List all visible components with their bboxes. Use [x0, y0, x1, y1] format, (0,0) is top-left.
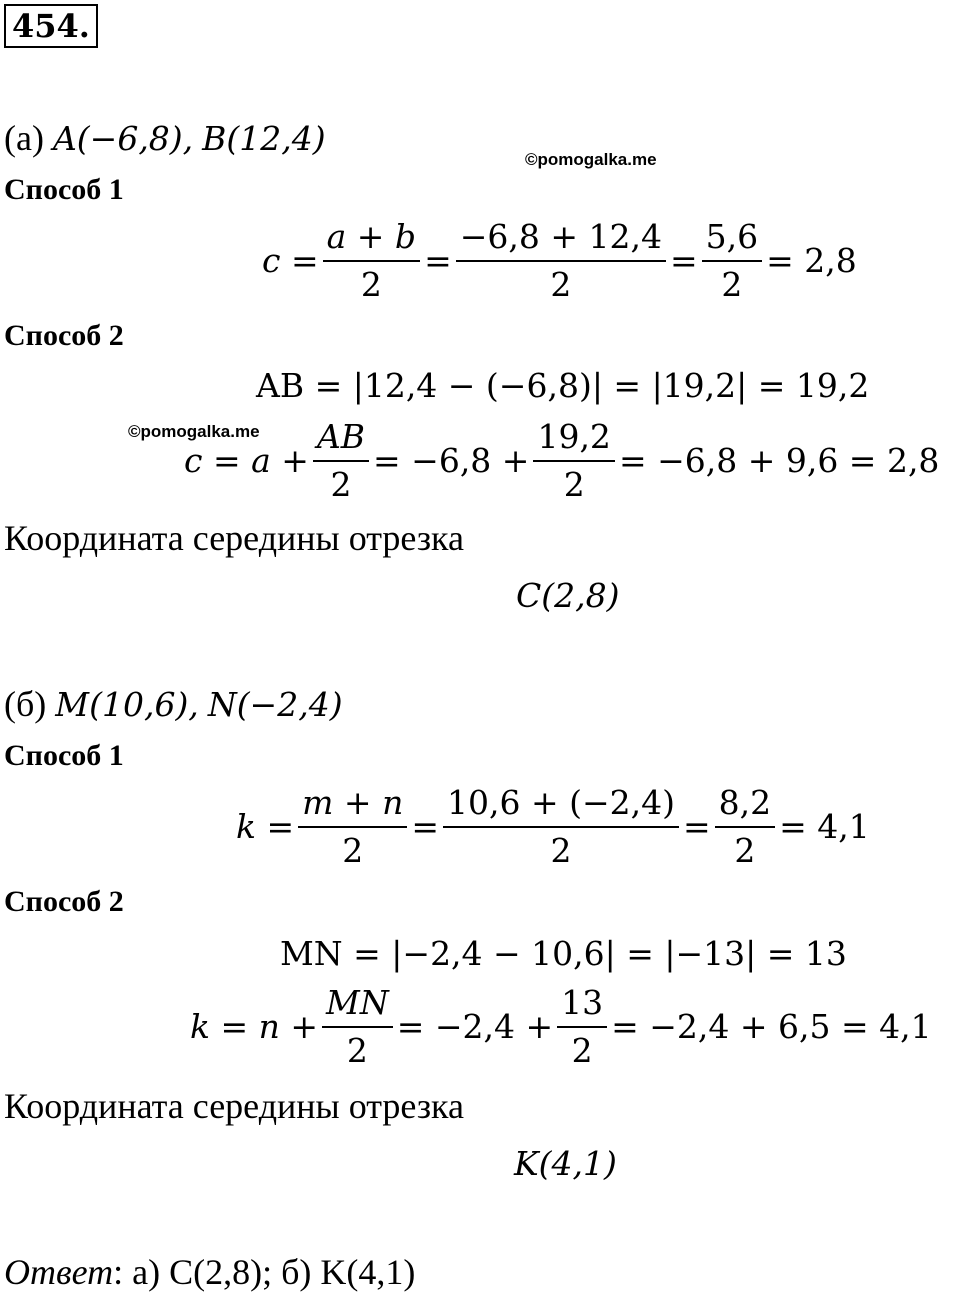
part-b-midpoint-text: Координата середины отрезка [4, 1086, 464, 1126]
fraction-denominator: 2 [330, 465, 352, 504]
part-b-label: (б) [4, 684, 47, 724]
equals-sign: = [411, 807, 439, 846]
fraction-denominator: 2 [346, 1031, 368, 1070]
watermark: ©pomogalka.me [525, 150, 657, 169]
part-a-midpoint-text: Координата середины отрезка [4, 518, 464, 558]
answer-line [4, 1252, 415, 1292]
answer-text: : а) C(2,8); б) K(4,1) [113, 1252, 416, 1292]
equals-sign: = [669, 241, 698, 280]
part-a-method2-formula [184, 418, 939, 504]
fraction-numerator: 13 [557, 984, 607, 1028]
part-a-distance-line: AB = |12,4 − (−6,8)| = |19,2| = 19,2 [256, 366, 870, 405]
formula-lhs: k = n + [190, 1007, 319, 1046]
fraction-denominator: 2 [571, 1031, 593, 1070]
part-b-method2-label: Способ 2 [4, 885, 124, 918]
fraction-numerator: m + n [298, 784, 407, 828]
fraction-numerator: AB [313, 418, 369, 462]
fraction-numerator: MN [322, 984, 393, 1028]
formula-middle: = −2,4 + [396, 1007, 554, 1046]
fraction-numerator: 10,6 + (−2,4) [443, 784, 679, 828]
part-b-method1-label: Способ 1 [4, 739, 124, 772]
formula-result: = 2,8 [766, 241, 857, 280]
fraction [313, 418, 369, 504]
part-b-distance-line: MN = |−2,4 − 10,6| = |−13| = 13 [280, 934, 847, 973]
part-b-method2-formula [190, 984, 932, 1070]
fraction [557, 984, 607, 1070]
fraction-denominator: 2 [342, 831, 364, 870]
part-b-header [4, 684, 343, 725]
point-m: M(10,6), [55, 685, 199, 724]
fraction [323, 218, 420, 304]
fraction-denominator: 2 [734, 831, 756, 870]
fraction-numerator: 5,6 [702, 218, 762, 262]
fraction-denominator: 2 [550, 265, 572, 304]
part-a-method1-formula [262, 218, 857, 304]
fraction-numerator: 19,2 [533, 418, 614, 462]
part-b-midpoint: K(4,1) [514, 1144, 617, 1183]
fraction [322, 984, 393, 1070]
part-a-method1-label: Способ 1 [4, 173, 124, 206]
part-b-method1-formula [236, 784, 870, 870]
fraction [456, 218, 666, 304]
fraction [715, 784, 775, 870]
part-a-midpoint: C(2,8) [516, 576, 620, 615]
point-b: B(12,4) [202, 119, 326, 158]
part-a-label: (а) [4, 118, 44, 158]
fraction [298, 784, 407, 870]
fraction-numerator: −6,8 + 12,4 [456, 218, 666, 262]
watermark: ©pomogalka.me [128, 422, 260, 441]
fraction-numerator: a + b [323, 218, 420, 262]
fraction [443, 784, 679, 870]
fraction-denominator: 2 [721, 265, 743, 304]
fraction-numerator: 8,2 [715, 784, 775, 828]
fraction [533, 418, 614, 504]
formula-lhs: c = [262, 241, 319, 280]
part-a-method2-label: Способ 2 [4, 319, 124, 352]
point-a: A(−6,8), [52, 119, 194, 158]
problem-number: 454. [4, 4, 98, 48]
part-a-header [4, 118, 326, 159]
formula-result: = −6,8 + 9,6 = 2,8 [618, 441, 940, 480]
fraction-denominator: 2 [550, 831, 572, 870]
fraction [702, 218, 762, 304]
formula-lhs: k = [236, 807, 295, 846]
formula-lhs: c = a + [184, 441, 309, 480]
answer-label: Ответ [4, 1252, 114, 1292]
fraction-denominator: 2 [563, 465, 585, 504]
formula-result: = 4,1 [779, 807, 870, 846]
equals-sign: = [424, 241, 452, 280]
formula-result: = −2,4 + 6,5 = 4,1 [611, 1007, 932, 1046]
equals-sign: = [682, 807, 711, 846]
fraction-denominator: 2 [360, 265, 382, 304]
point-n: N(−2,4) [207, 685, 343, 724]
formula-middle: = −6,8 + [373, 441, 530, 480]
